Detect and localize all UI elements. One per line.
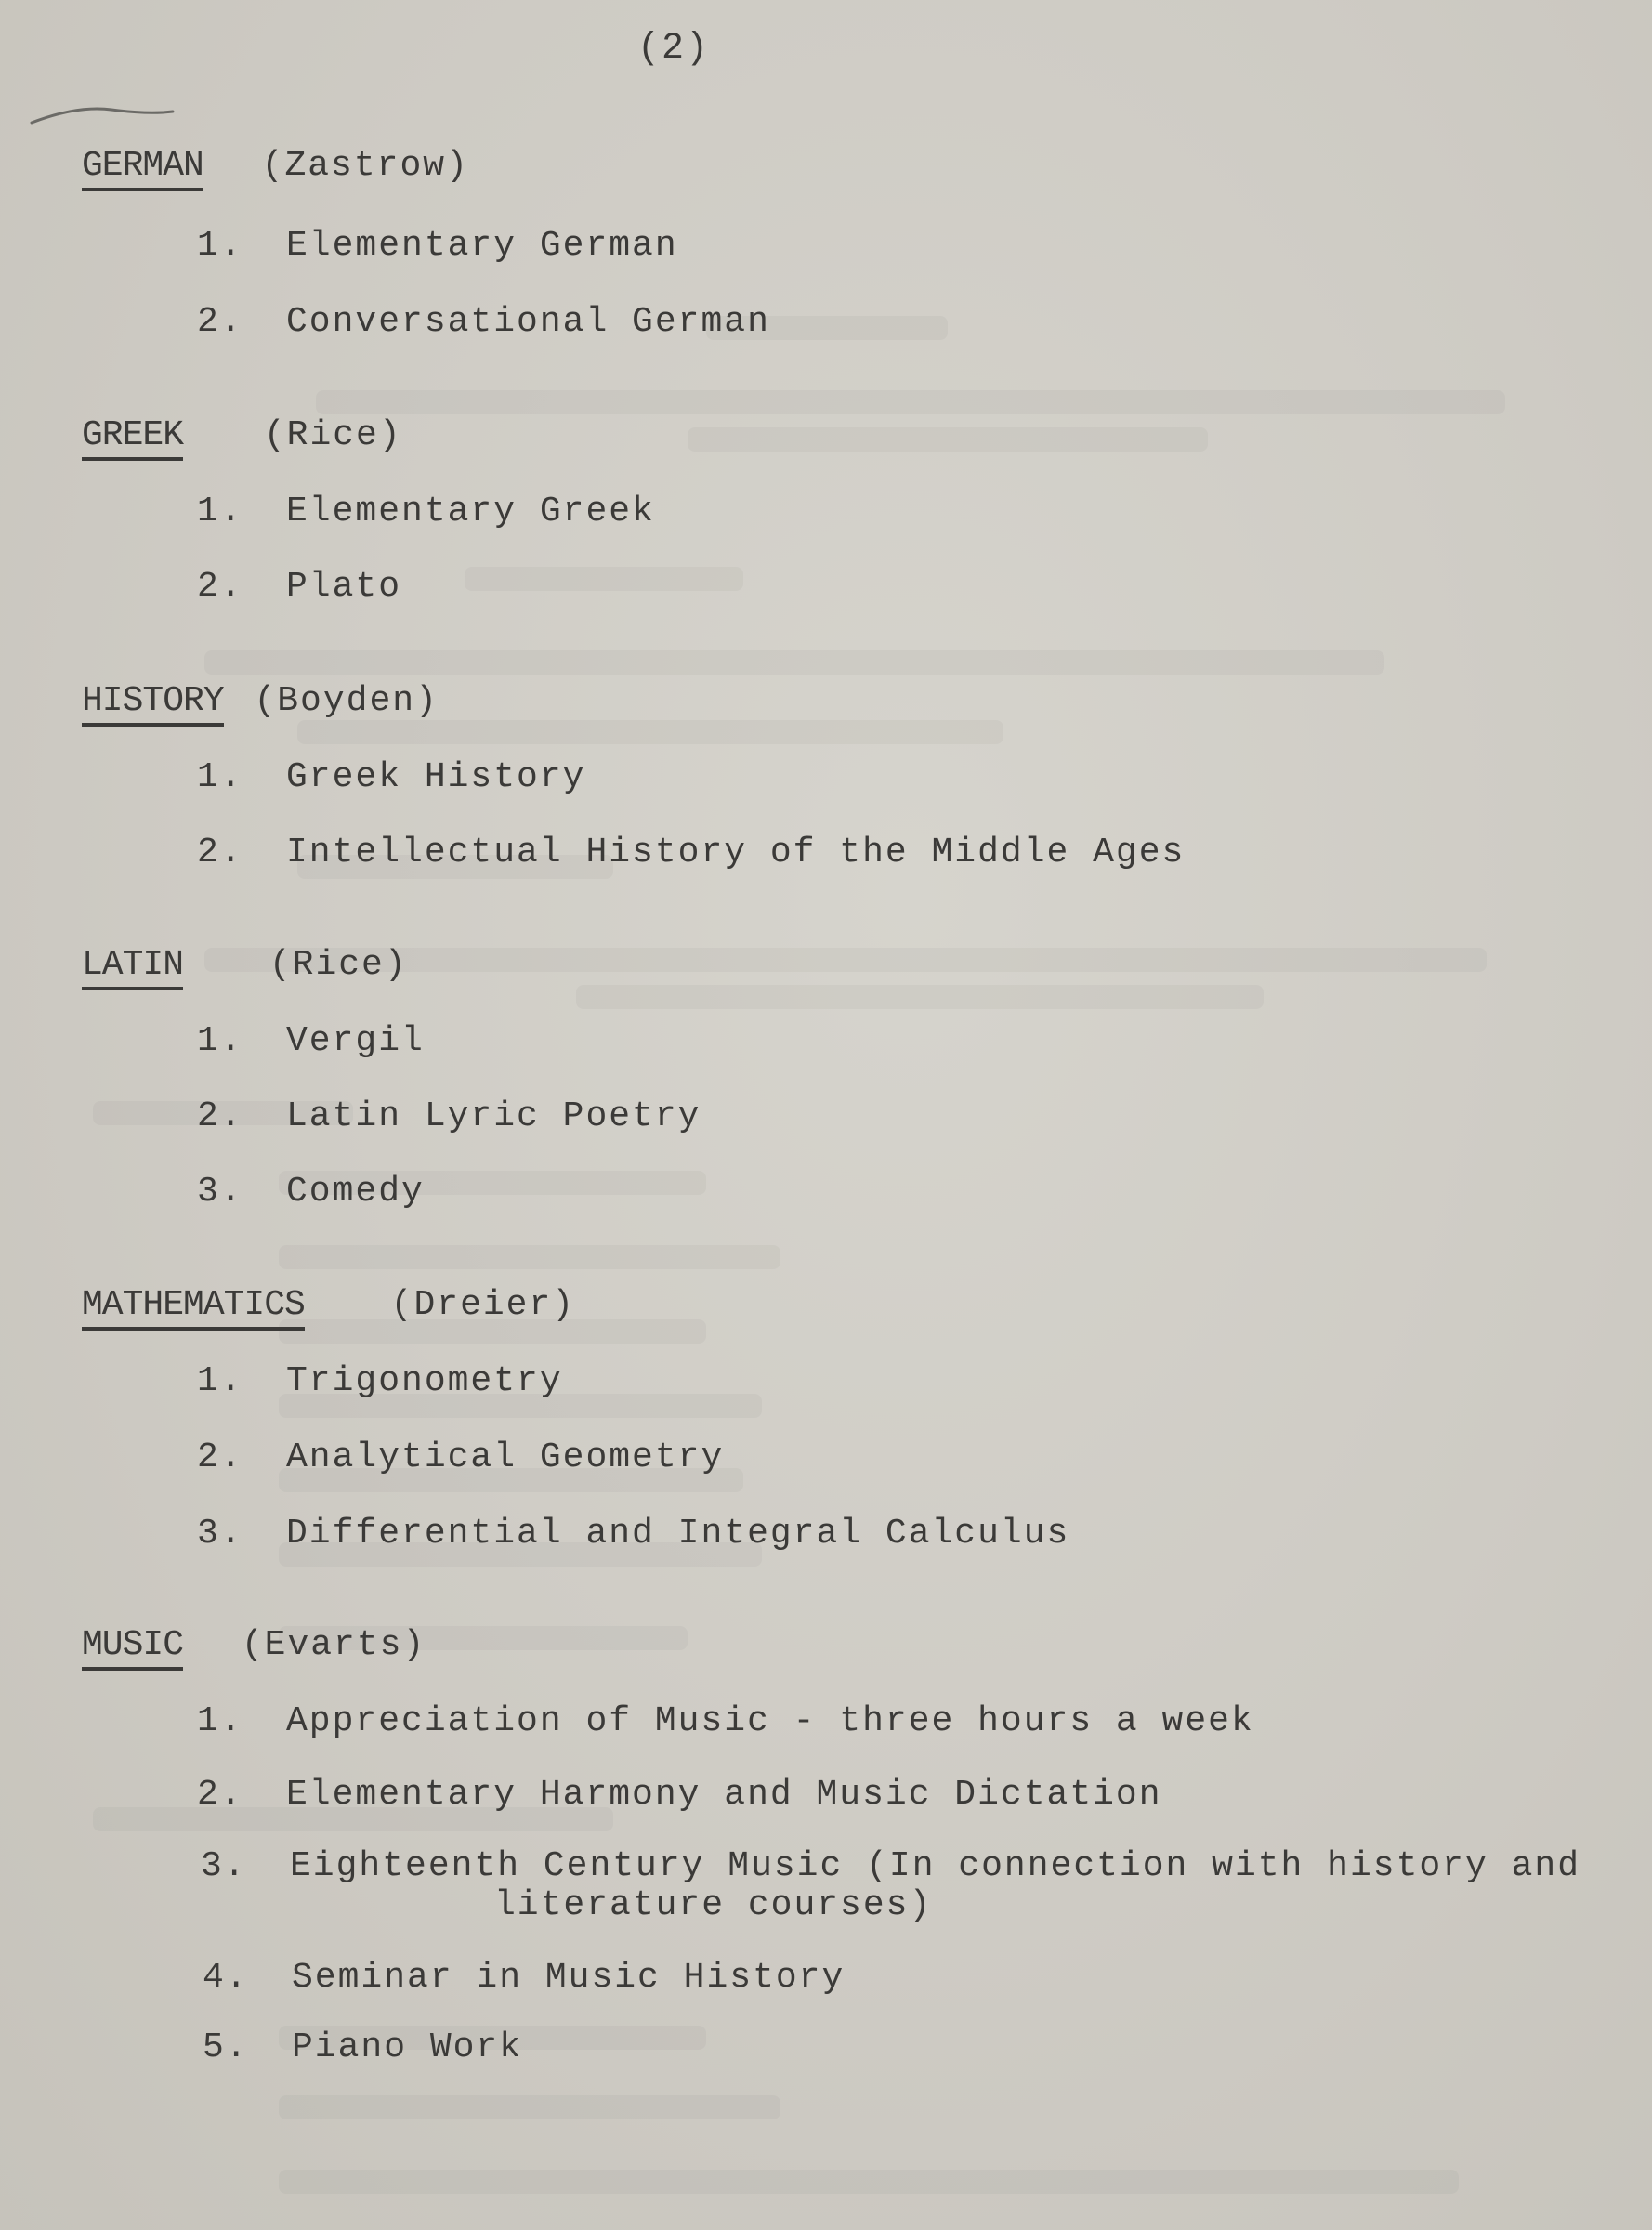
section-heading-mathematics — [82, 1285, 576, 1331]
section-heading-latin — [82, 945, 408, 990]
instructor-name: (Boyden) — [254, 681, 439, 721]
course-title: Seminar in Music History — [292, 1958, 846, 1998]
course-title: Greek History — [286, 757, 586, 797]
course-title-continuation: literature courses) — [494, 1885, 933, 1925]
pencil-mark-icon — [28, 93, 177, 130]
subject-name: GERMAN — [82, 149, 203, 191]
section-heading-history — [82, 681, 439, 727]
instructor-name: (Zastrow) — [261, 146, 469, 186]
subject-name: MUSIC — [82, 1628, 183, 1671]
course-title: Trigonometry — [286, 1361, 563, 1401]
course-number: 1. — [197, 1701, 243, 1741]
course-title: Elementary Harmony and Music Dictation — [286, 1775, 1162, 1815]
subject-name: GREEK — [82, 418, 183, 461]
course-title: Vergil — [286, 1021, 425, 1061]
course-title: Elementary Greek — [286, 492, 655, 531]
course-number: 2. — [197, 1096, 243, 1136]
course-title: Elementary German — [286, 226, 678, 266]
subject-name: MATHEMATICS — [82, 1288, 305, 1331]
course-title: Piano Work — [292, 2027, 523, 2067]
course-title: Analytical Geometry — [286, 1437, 725, 1477]
course-title: Plato — [286, 567, 402, 607]
course-number: 1. — [197, 1021, 243, 1061]
course-title: Latin Lyric Poetry — [286, 1096, 701, 1136]
section-heading-music — [82, 1625, 426, 1671]
course-number: 1. — [197, 1361, 243, 1401]
subject-name: LATIN — [82, 948, 183, 990]
course-number: 1. — [197, 492, 243, 531]
course-number: 2. — [197, 1437, 243, 1477]
course-title: Appreciation of Music - three hours a week — [286, 1701, 1254, 1741]
section-heading-german — [82, 146, 469, 191]
course-number: 3. — [197, 1172, 243, 1212]
course-number: 5. — [203, 2027, 249, 2067]
subject-name: HISTORY — [82, 684, 224, 727]
course-title: Eighteenth Century Music (In connection with history and — [290, 1846, 1581, 1886]
course-number: 3. — [201, 1846, 247, 1886]
page-number: (2) — [637, 28, 711, 70]
instructor-name: (Evarts) — [241, 1625, 426, 1665]
course-title: Differential and Integral Calculus — [286, 1514, 1070, 1554]
course-number: 1. — [197, 757, 243, 797]
course-number: 3. — [197, 1514, 243, 1554]
section-heading-greek — [82, 415, 402, 461]
course-number: 1. — [197, 226, 243, 266]
course-number: 2. — [197, 833, 243, 872]
course-title: Conversational German — [286, 302, 770, 342]
course-title: Intellectual History of the Middle Ages — [286, 833, 1186, 872]
instructor-name: (Dreier) — [390, 1285, 576, 1325]
course-number: 2. — [197, 1775, 243, 1815]
instructor-name: (Rice) — [263, 415, 402, 455]
course-number: 4. — [203, 1958, 249, 1998]
course-number: 2. — [197, 567, 243, 607]
course-number: 2. — [197, 302, 243, 342]
course-title: Comedy — [286, 1172, 425, 1212]
instructor-name: (Rice) — [269, 945, 408, 985]
